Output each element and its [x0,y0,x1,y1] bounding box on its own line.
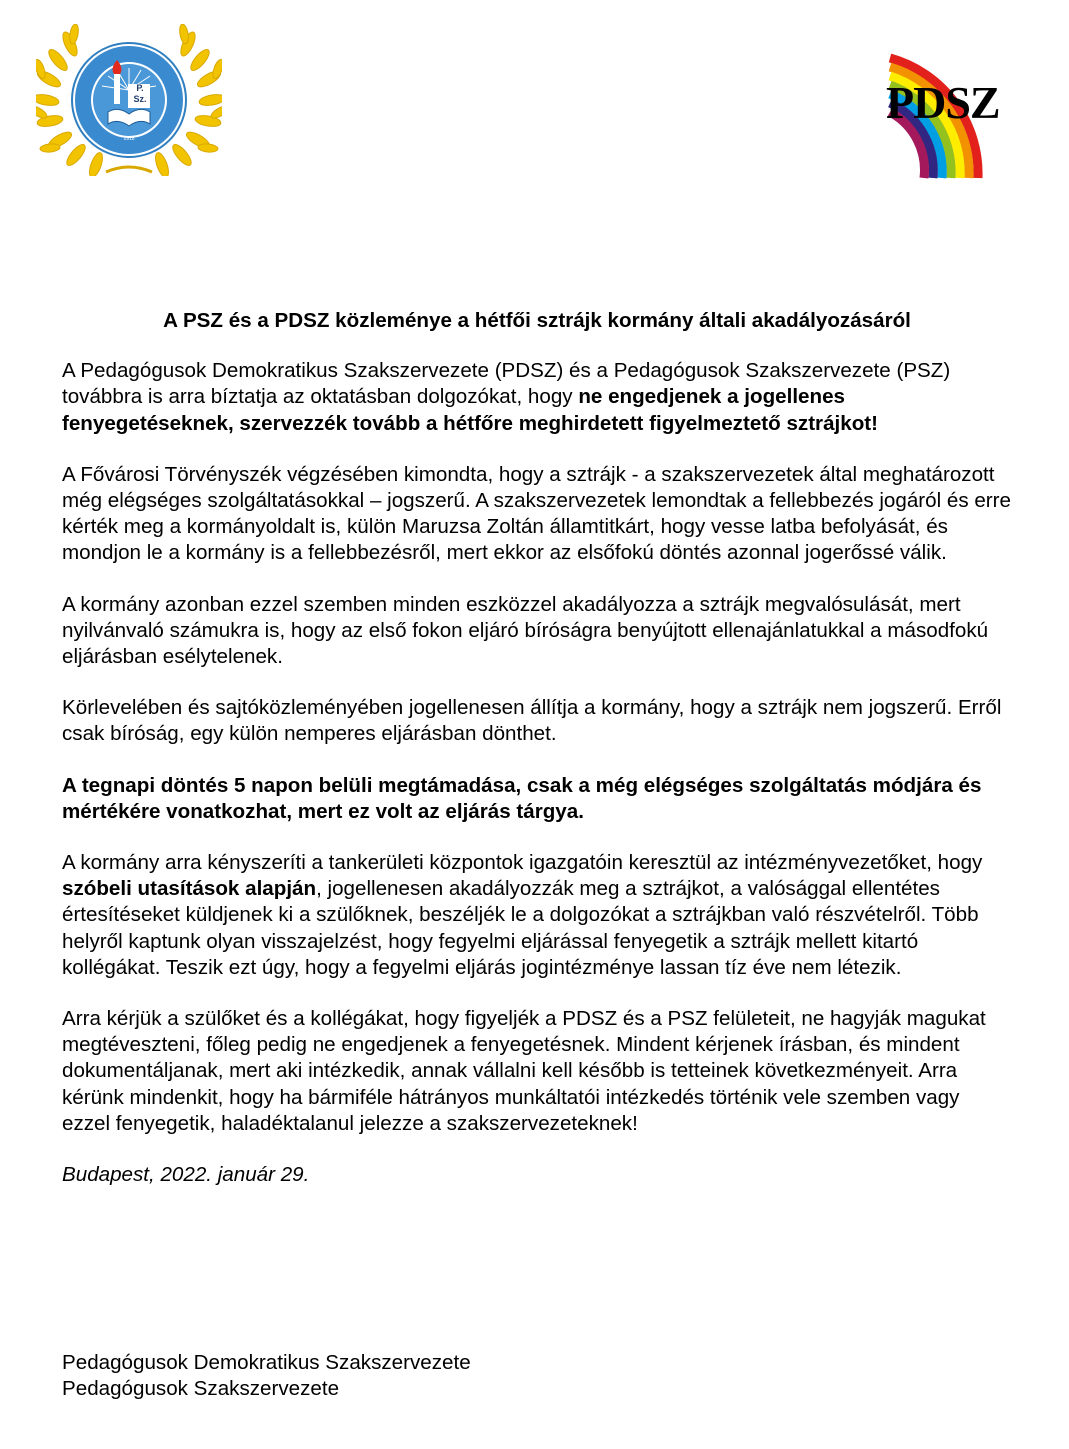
psz-logo [36,24,222,176]
paragraph-1-bold: ne engedjenek a jogellenes fenyegetéseknek, szervezzék tovább a hétfőre meghirdetett figyelmeztető sztrájkot! [62,385,878,435]
paragraph-2: A Fővárosi Törvényszék végzésében kimondta, hogy a sztrájk - a szakszervezetek által meghatározott még elégséges szolgáltatásokkal – jogszerű. A szakszervezetek lemondtak a fellebbezés jogáról és erre kérték meg a kormányoldalt is, külön Maruzsa Zoltán államtitkárt, hogy vesse latba befolyását, és mondjon le a kormány is a fellebbezésről, mert ekkor az elsőfokú döntés azonnal jogerőssé válik. [62,462,1011,565]
paragraph-5-bold: A tegnapi döntés 5 napon belüli megtámadása, csak a még elégséges szolgáltatás módjára és mértékére vonatkozhat, mert ez volt az eljárás tárgya. [62,773,982,823]
psz-year: 1918 [123,136,135,142]
signatures [62,1350,471,1403]
paragraph-6-text-end: , jogellenesen akadályozzák meg a sztrájkot, a valósággal ellentétes értesítéseket küldjenek ki a szülőknek, beszéljék le a dolgozókat a sztrájkban való részvételről. Több helyről kaptunk olyan visszajelzést, hogy fegyelmi eljárással fenyegetik a sztrájk mellett kitartó kollégákat. Teszik ezt úgy, hogy a fegyelmi eljárás jogintézménye lassan tíz éve nem létezik. [62,877,979,979]
paragraph-3: A kormány azonban ezzel szemben minden eszközzel akadályozza a sztrájk megvalósulását, mert nyilvánvaló számukra is, hogy az első fokon eljáró bíróságra benyújtott ellenajánlatukkal a másodfokú eljárásban esélytelenek. [62,592,989,669]
paragraph-6-text-start: A kormány arra kényszeríti a tankerületi központok igazgatóin keresztül az intézményvezetőket, hogy [62,851,983,875]
paragraph-1 [62,358,1012,437]
document-title: A PSZ és a PDSZ közleménye a hétfői sztrájk kormány általi akadályozásáról [163,309,911,332]
pdsz-logo [880,30,1030,182]
signature-pdsz: Pedagógusok Demokratikus Szakszervezete [62,1351,471,1374]
psz-initials-p: P. [136,83,144,93]
paragraph-4: Körlevelében és sajtóközleményében jogellenesen állítja a kormány, hogy a sztrájk nem jogszerű. Erről csak bíróság, egy külön nemperes eljárásban dönthet. [62,696,1002,746]
document-date: Budapest, 2022. január 29. [62,1163,310,1187]
pdsz-wordmark: PDSZ [886,77,1000,128]
paragraph-7: Arra kérjük a szülőket és a kollégákat, hogy figyeljék a PDSZ és a PSZ felületeit, ne hagyják magukat megtéveszteni, főleg pedig ne engedjenek a fenyegetésnek. Mindent kérjenek írásban, és mindent dokumentáljanak, mert aki intézkedik, annak vállalni kell később is tetteinek következményeit. Arra kérünk mindenkit, hogy ha bármiféle hátrányos munkáltatói intézkedés történik vele szemben vagy ezzel fenyegetik, haladéktalanul jelezze a szakszervezeteknek! [62,1007,986,1135]
document-body [62,308,1012,1213]
paragraph-6-bold: szóbeli utasítások alapján [62,877,317,901]
psz-laurel-emblem-icon [36,24,222,176]
psz-initials-sz: Sz. [133,94,147,104]
signature-psz: Pedagógusok Szakszervezete [62,1377,340,1401]
paragraph-1-text: A Pedagógusok Demokratikus Szakszervezete (PDSZ) és a Pedagógusok Szakszervezete (PSZ) továbbra is arra bíztatja az oktatásban dolgozókat, hogy [62,359,951,409]
paragraph-6 [62,850,1012,981]
